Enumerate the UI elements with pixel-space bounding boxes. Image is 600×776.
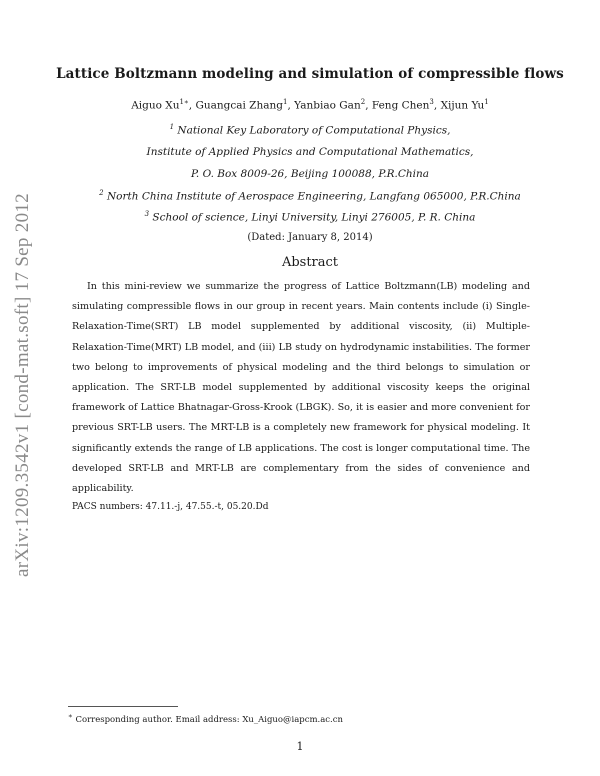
affiliation-number: 2	[99, 189, 104, 197]
affiliation-1-line-3: P. O. Box 8009-26, Beijing 100088, P.R.China	[190, 168, 430, 180]
footnote	[68, 712, 343, 725]
author-affiliation-mark: 1∗	[179, 98, 189, 106]
author-affiliation-mark: 1	[484, 98, 489, 106]
arxiv-identifier-stamp	[8, 165, 38, 605]
paper-title: Lattice Boltzmann modeling and simulation of compressible flows	[56, 66, 564, 82]
author-name: Yanbiao Gan	[294, 99, 361, 112]
footnote-text: Corresponding author. Email address:	[75, 714, 243, 725]
author-affiliation-mark: 3	[429, 98, 434, 106]
author-list: Aiguo $Xu^{1∗}$, Guangcai Zhang$^1$, Yanbiao Gan$^2$, Feng Chen$^3$, Xijun Yu$^1$	[131, 98, 489, 112]
footnote-email: Xu_Aiguo@iapcm.ac.cn	[242, 714, 343, 725]
affiliation-number: 1	[169, 123, 175, 131]
abstract-heading: Abstract	[281, 255, 339, 270]
author-affiliation-mark: 2	[360, 98, 366, 106]
author-name: Xijun Yu	[440, 99, 485, 112]
affiliation-number: 3	[144, 210, 150, 218]
abstract-body: In this mini-review we summarize the progress of Lattice Boltzmann(LB) modeling and simulating compressible flows in our group in recent years. Main contents include (i) Single-Relaxation-Time(SRT) LB model supplemented by additional viscosity, (ii) Multiple-Relaxation-Time(MRT) LB model, and (iii) LB study on hydrodynamic instabilities. The former two belong to improvements of physical modeling and the third belongs to simulation or application. The SRT-LB model supplemented by additional viscosity keeps the original framework of Lattice Bhatnagar-Gross-Krook (LBGK). So, it is easier and more convenient for previous SRT-LB users. The MRT-LB is a completely new framework for physical modeling. It significantly extends the range of LB applications. The cost is longer computational time. The developed SRT-LB and MRT-LB are complementary from the sides of convenience and applicability.	[72, 281, 530, 495]
page-number: 1	[296, 740, 304, 753]
dated-line: (Dated: January 8, 2014)	[247, 232, 373, 243]
pacs-numbers: PACS numbers: 47.11.-j, 47.55.-t, 05.20.Dd	[72, 502, 269, 512]
arxiv-identifier-text: arXiv:1209.3542v1 [cond-mat.soft] 17 Sep 2012	[12, 193, 34, 577]
footnote-divider	[68, 706, 178, 707]
footnote-mark: ∗	[68, 712, 73, 720]
affiliation-3: $^3$ School of science, Linyi University, Linyi 276005, P. R. China	[144, 210, 476, 224]
author-name: Feng Chen	[371, 99, 430, 112]
affiliation-2: $^2$ North China Institute of Aerospace Engineering, Langfang 065000, P.R.China	[99, 189, 521, 203]
author-name: Guangcai Zhang	[195, 99, 283, 112]
author-affiliation-mark: 1	[283, 98, 288, 106]
affiliation-1-line-2: Institute of Applied Physics and Computational Mathematics,	[146, 146, 474, 158]
affiliation-1-line-1: $^1$ National Key Laboratory of Computational Physics,	[169, 123, 451, 137]
author-name: Aiguo Xu	[131, 99, 180, 112]
